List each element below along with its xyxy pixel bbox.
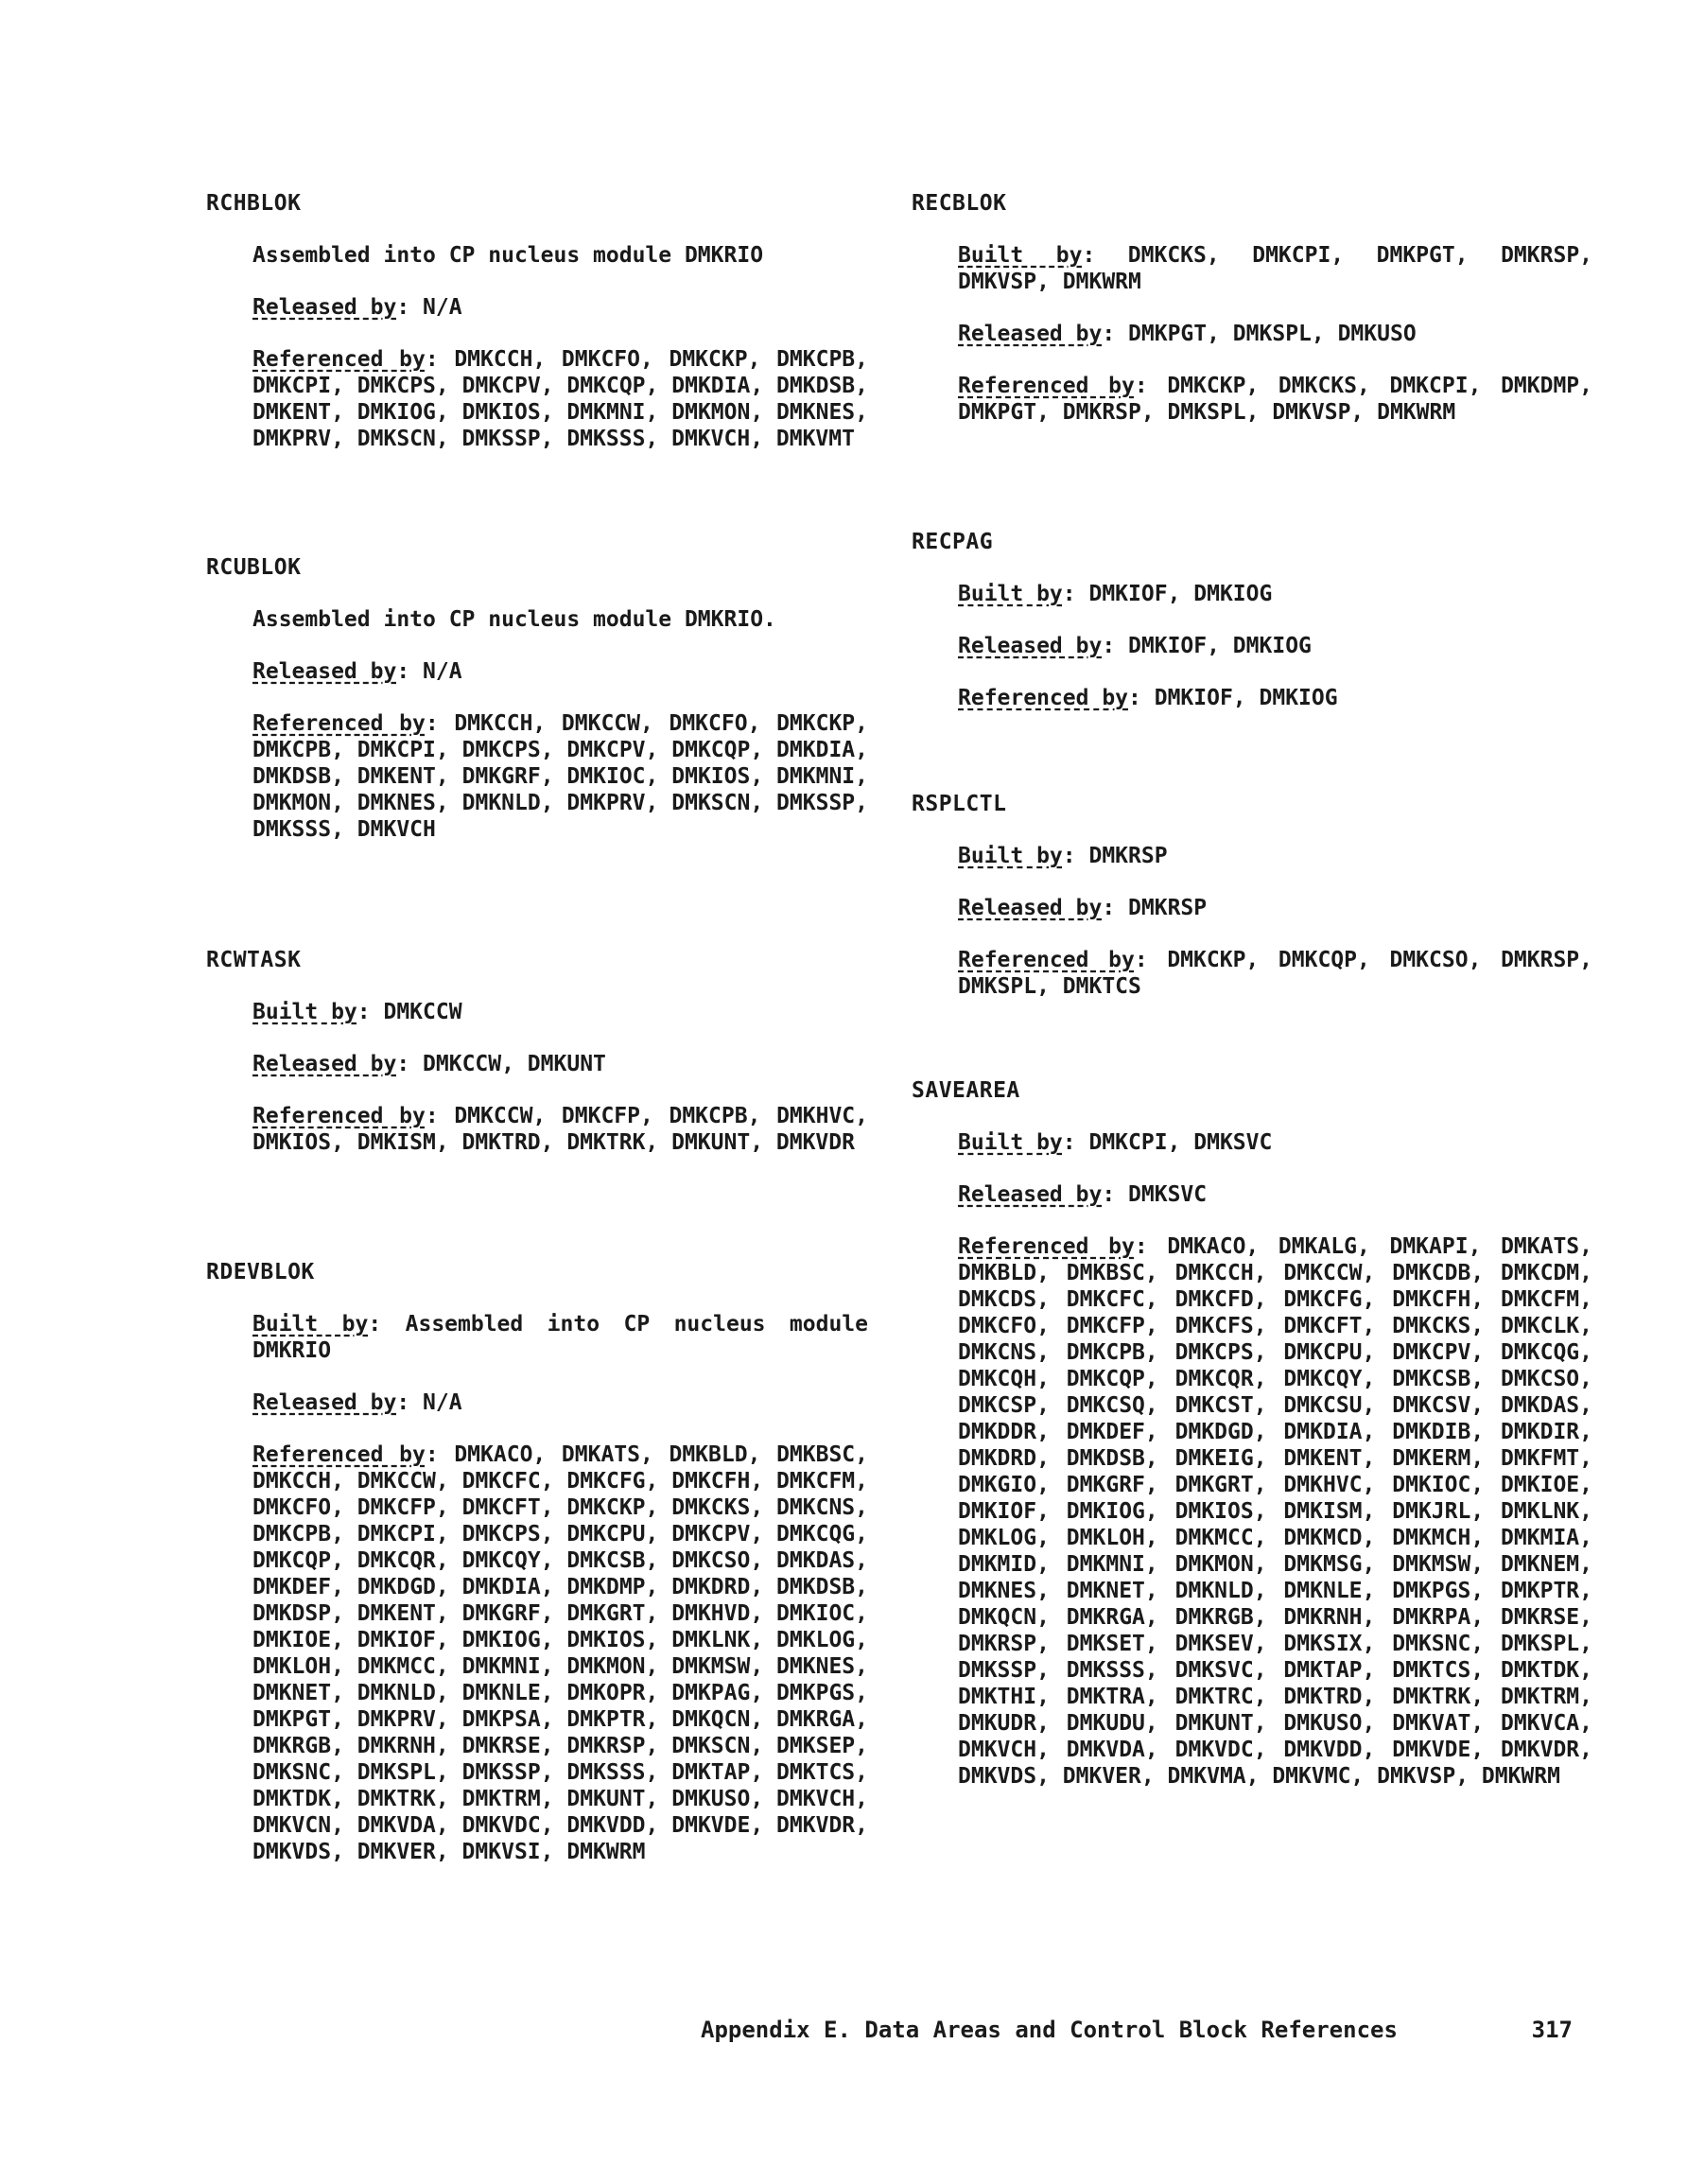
block-savearea: [912, 1077, 1592, 1790]
released-entry: Released by: DMKIOF, DMKIOG: [958, 634, 1312, 658]
released-entry: Released by: DMKRSP: [958, 896, 1208, 920]
released-label: Released by: [958, 896, 1103, 920]
referenced-label: Referenced by: [958, 1234, 1135, 1259]
released-value: N/A: [423, 1390, 462, 1415]
built-entry: Built by: DMKCKS, DMKCPI, DMKPGT, DMKRSP, DMKVSP, DMKWRM: [958, 243, 1593, 294]
released-label: Released by: [958, 1182, 1103, 1207]
referenced-label: Referenced by: [252, 711, 426, 736]
released-label: Released by: [252, 659, 397, 684]
built-value: DMKRSP: [1088, 844, 1168, 868]
referenced-entry: Referenced by: DMKACO, DMKALG, DMKAPI, DMKATS, DMKBLD, DMKBSC, DMKCCH, DMKCCW, DMKCDB, DMKCDM, DMKCDS, DMKCFC, DMKCFD, DMKCFG, DMKCFH, DMKCFM, DMKCFO, DMKCFP, DMKCFS, DMKCFT, DMKCKS, DMKCLK, DMKCNS, DMKCPB, DMKCPS, DMKCPU, DMKCPV, DMKCQG, DMKCQH, DMKCQP, DMKCQR, DMKCQY, DMKCSB, DMKCSO, DMKCSP, DMKCSQ, DMKCST, DMKCSU, DMKCSV, DMKDAS, DMKDDR, DMKDEF, DMKDGD, DMKDIA, DMKDIB, DMKDIR, DMKDRD, DMKDSB, DMKEIG, DMKENT, DMKERM, DMKFMT, DMKGIO, DMKGRF, DMKGRT, DMKHVC, DMKIOC, DMKIOE, DMKIOF, DMKIOG, DMKIOS, DMKISM, DMKJRL, DMKLNK, DMKLOG, DMKLOH, DMKMCC, DMKMCD, DMKMCH, DMKMIA, DMKMID, DMKMNI, DMKMON, DMKMSG, DMKMSW, DMKNEM, DMKNES, DMKNET, DMKNLD, DMKNLE, DMKPGS, DMKPTR, DMKQCN, DMKRGA, DMKRGB, DMKRNH, DMKRPA, DMKRSE, DMKRSP, DMKSET, DMKSEV, DMKSIX, DMKSNC, DMKSPL, DMKSSP, DMKSSS, DMKSVC, DMKTAP, DMKTCS, DMKTDK, DMKTHI, DMKTRA, DMKTRC, DMKTRD, DMKTRK, DMKTRM, DMKUDR, DMKUDU, DMKUNT, DMKUSO, DMKVAT, DMKVCA, DMKVCH, DMKVDA, DMKVDC, DMKVDD, DMKVDE, DMKVDR, DMKVDS, DMKVER, DMKVMA, DMKVMC, DMKVSP, DMKWRM: [958, 1234, 1592, 1789]
released-label: Released by: [252, 295, 397, 320]
page-number: 317: [1531, 2017, 1573, 2043]
released-value: DMKSVC: [1128, 1182, 1208, 1207]
referenced-value: DMKIOF, DMKIOG: [1154, 686, 1338, 710]
block-rcwtask: [206, 947, 868, 1156]
referenced-entry: Referenced by: DMKCKP, DMKCQP, DMKCSO, DMKRSP, DMKSPL, DMKTCS: [958, 948, 1592, 999]
released-value: DMKCCW, DMKUNT: [423, 1052, 606, 1076]
block-rcublok: [206, 554, 868, 843]
referenced-entry: Referenced by: DMKCCW, DMKCFP, DMKCPB, DMKHVC, DMKIOS, DMKISM, DMKTRD, DMKTRK, DMKUNT, DMKVDR: [252, 1104, 868, 1155]
referenced-value: DMKCCH, DMKCCW, DMKCFO, DMKCKP, DMKCPB, DMKCPI, DMKCPS, DMKCPV, DMKCQP, DMKDIA, DMKDSB, DMKENT, DMKGRF, DMKIOC, DMKIOS, DMKMNI, DMKMON, DMKNES, DMKNLD, DMKPRV, DMKSCN, DMKSSP, DMKSSS, DMKVCH: [252, 711, 868, 842]
referenced-entry: Referenced by: DMKCCH, DMKCCW, DMKCFO, DMKCKP, DMKCPB, DMKCPI, DMKCPS, DMKCPV, DMKCQP, DMKDIA, DMKDSB, DMKENT, DMKGRF, DMKIOC, DMKIOS, DMKMNI, DMKMON, DMKNES, DMKNLD, DMKPRV, DMKSCN, DMKSSP, DMKSSS, DMKVCH: [252, 711, 868, 842]
built-entry: Built by: DMKCPI, DMKSVC: [958, 1130, 1273, 1155]
released-label: Released by: [958, 322, 1103, 346]
referenced-entry: Referenced by: DMKACO, DMKATS, DMKBLD, DMKBSC, DMKCCH, DMKCCW, DMKCFC, DMKCFG, DMKCFH, DMKCFM, DMKCFO, DMKCFP, DMKCFT, DMKCKP, DMKCKS, DMKCNS, DMKCPB, DMKCPI, DMKCPS, DMKCPU, DMKCPV, DMKCQG, DMKCQP, DMKCQR, DMKCQY, DMKCSB, DMKCSO, DMKDAS, DMKDEF, DMKDGD, DMKDIA, DMKDMP, DMKDRD, DMKDSB, DMKDSP, DMKENT, DMKGRF, DMKGRT, DMKHVD, DMKIOC, DMKIOE, DMKIOF, DMKIOG, DMKIOS, DMKLNK, DMKLOG, DMKLOH, DMKMCC, DMKMNI, DMKMON, DMKMSW, DMKNES, DMKNET, DMKNLD, DMKNLE, DMKOPR, DMKPAG, DMKPGS, DMKPGT, DMKPRV, DMKPSA, DMKPTR, DMKQCN, DMKRGA, DMKRGB, DMKRNH, DMKRSE, DMKRSP, DMKSCN, DMKSEP, DMKSNC, DMKSPL, DMKSSP, DMKSSS, DMKTAP, DMKTCS, DMKTDK, DMKTRK, DMKTRM, DMKUNT, DMKUSO, DMKVCH, DMKVCN, DMKVDA, DMKVDC, DMKVDD, DMKVDE, DMKVDR, DMKVDS, DMKVER, DMKVSI, DMKWRM: [252, 1442, 868, 1864]
released-entry: Released by: N/A: [252, 1390, 462, 1415]
released-value: DMKPGT, DMKSPL, DMKUSO: [1128, 322, 1417, 346]
built-entry: Built by: DMKIOF, DMKIOG: [958, 582, 1273, 606]
referenced-value: DMKACO, DMKALG, DMKAPI, DMKATS, DMKBLD, DMKBSC, DMKCCH, DMKCCW, DMKCDB, DMKCDM, DMKCDS, DMKCFC, DMKCFD, DMKCFG, DMKCFH, DMKCFM, DMKCFO, DMKCFP, DMKCFS, DMKCFT, DMKCKS, DMKCLK, DMKCNS, DMKCPB, DMKCPS, DMKCPU, DMKCPV, DMKCQG, DMKCQH, DMKCQP, DMKCQR, DMKCQY, DMKCSB, DMKCSO, DMKCSP, DMKCSQ, DMKCST, DMKCSU, DMKCSV, DMKDAS, DMKDDR, DMKDEF, DMKDGD, DMKDIA, DMKDIB, DMKDIR, DMKDRD, DMKDSB, DMKEIG, DMKENT, DMKERM, DMKFMT, DMKGIO, DMKGRF, DMKGRT, DMKHVC, DMKIOC, DMKIOE, DMKIOF, DMKIOG, DMKIOS, DMKISM, DMKJRL, DMKLNK, DMKLOG, DMKLOH, DMKMCC, DMKMCD, DMKMCH, DMKMIA, DMKMID, DMKMNI, DMKMON, DMKMSG, DMKMSW, DMKNEM, DMKNES, DMKNET, DMKNLD, DMKNLE, DMKPGS, DMKPTR, DMKQCN, DMKRGA, DMKRGB, DMKRNH, DMKRPA, DMKRSE, DMKRSP, DMKSET, DMKSEV, DMKSIX, DMKSNC, DMKSPL, DMKSSP, DMKSSS, DMKSVC, DMKTAP, DMKTCS, DMKTDK, DMKTHI, DMKTRA, DMKTRC, DMKTRD, DMKTRK, DMKTRM, DMKUDR, DMKUDU, DMKUNT, DMKUSO, DMKVAT, DMKVCA, DMKVCH, DMKVDA, DMKVDC, DMKVDD, DMKVDE, DMKVDR, DMKVDS, DMKVER, DMKVMA, DMKVMC, DMKVSP, DMKWRM: [958, 1234, 1592, 1789]
built-value: DMKIOF, DMKIOG: [1088, 582, 1273, 606]
released-entry: Released by: N/A: [252, 295, 462, 320]
block-title: RECBLOK: [912, 191, 1007, 216]
built-label: Built by: [958, 582, 1063, 606]
released-label: Released by: [958, 634, 1103, 658]
referenced-label: Referenced by: [958, 686, 1129, 710]
referenced-label: Referenced by: [958, 374, 1135, 398]
released-entry: Released by: N/A: [252, 659, 462, 684]
block-title: RCHBLOK: [206, 191, 302, 216]
referenced-value: DMKCKP, DMKCKS, DMKCPI, DMKDMP, DMKPGT, DMKRSP, DMKSPL, DMKVSP, DMKWRM: [958, 374, 1592, 425]
released-entry: Released by: DMKPGT, DMKSPL, DMKUSO: [958, 322, 1417, 346]
block-title: RSPLCTL: [912, 792, 1007, 816]
built-entry: Built by: DMKCCW: [252, 1000, 462, 1024]
referenced-value: DMKCCH, DMKCFO, DMKCKP, DMKCPB, DMKCPI, DMKCPS, DMKCPV, DMKCQP, DMKDIA, DMKDSB, DMKENT, DMKIOG, DMKIOS, DMKMNI, DMKMON, DMKNES, DMKPRV, DMKSCN, DMKSSP, DMKSSS, DMKVCH, DMKVMT: [252, 347, 868, 451]
block-title: RDEVBLOK: [206, 1260, 315, 1284]
released-value: DMKIOF, DMKIOG: [1128, 634, 1312, 658]
built-label: Built by: [958, 1130, 1063, 1155]
built-entry: Built by: Assembled into CP nucleus module DMKRIO: [252, 1312, 869, 1363]
referenced-label: Referenced by: [958, 948, 1135, 972]
block-rdevblok: [206, 1259, 868, 1865]
block-title: RECPAG: [912, 530, 994, 554]
released-value: N/A: [423, 659, 462, 684]
built-value: Assembled into CP nucleus module DMKRIO: [252, 1312, 869, 1363]
referenced-label: Referenced by: [252, 347, 426, 372]
built-value: DMKCPI, DMKSVC: [1088, 1130, 1273, 1155]
assembled-text: Assembled into CP nucleus module DMKRIO: [252, 243, 764, 268]
assembled-text: Assembled into CP nucleus module DMKRIO.: [252, 607, 776, 632]
released-value: N/A: [423, 295, 462, 320]
built-entry: Built by: DMKRSP: [958, 844, 1168, 868]
block-recpag: [912, 529, 1592, 711]
block-recblok: [912, 190, 1592, 426]
referenced-label: Referenced by: [252, 1442, 426, 1467]
built-value: DMKCKS, DMKCPI, DMKPGT, DMKRSP, DMKVSP, DMKWRM: [958, 243, 1593, 294]
released-label: Released by: [252, 1390, 397, 1415]
block-title: SAVEAREA: [912, 1078, 1020, 1103]
block-title: RCUBLOK: [206, 555, 302, 580]
released-entry: Released by: DMKSVC: [958, 1182, 1208, 1207]
referenced-entry: Referenced by: DMKCKP, DMKCKS, DMKCPI, DMKDMP, DMKPGT, DMKRSP, DMKSPL, DMKVSP, DMKWRM: [958, 374, 1592, 425]
referenced-entry: Referenced by: DMKIOF, DMKIOG: [958, 686, 1338, 710]
referenced-label: Referenced by: [252, 1104, 426, 1128]
block-title: RCWTASK: [206, 948, 302, 972]
referenced-value: DMKCCW, DMKCFP, DMKCPB, DMKHVC, DMKIOS, DMKISM, DMKTRD, DMKTRK, DMKUNT, DMKVDR: [252, 1104, 868, 1155]
built-label: Built by: [252, 1000, 357, 1024]
footer-title: Appendix E. Data Areas and Control Block References: [701, 2017, 1398, 2043]
built-value: DMKCCW: [383, 1000, 462, 1024]
released-entry: Released by: DMKCCW, DMKUNT: [252, 1052, 606, 1076]
block-rsplctl: [912, 791, 1592, 1000]
referenced-entry: Referenced by: DMKCCH, DMKCFO, DMKCKP, DMKCPB, DMKCPI, DMKCPS, DMKCPV, DMKCQP, DMKDIA, DMKDSB, DMKENT, DMKIOG, DMKIOS, DMKMNI, DMKMON, DMKNES, DMKPRV, DMKSCN, DMKSSP, DMKSSS, DMKVCH, DMKVMT: [252, 347, 868, 451]
referenced-value: DMKCKP, DMKCQP, DMKCSO, DMKRSP, DMKSPL, DMKTCS: [958, 948, 1592, 999]
released-value: DMKRSP: [1128, 896, 1208, 920]
released-label: Released by: [252, 1052, 397, 1076]
built-label: Built by: [958, 243, 1083, 268]
built-label: Built by: [252, 1312, 369, 1337]
referenced-value: DMKACO, DMKATS, DMKBLD, DMKBSC, DMKCCH, DMKCCW, DMKCFC, DMKCFG, DMKCFH, DMKCFM, DMKCFO, DMKCFP, DMKCFT, DMKCKP, DMKCKS, DMKCNS, DMKCPB, DMKCPI, DMKCPS, DMKCPU, DMKCPV, DMKCQG, DMKCQP, DMKCQR, DMKCQY, DMKCSB, DMKCSO, DMKDAS, DMKDEF, DMKDGD, DMKDIA, DMKDMP, DMKDRD, DMKDSB, DMKDSP, DMKENT, DMKGRF, DMKGRT, DMKHVD, DMKIOC, DMKIOE, DMKIOF, DMKIOG, DMKIOS, DMKLNK, DMKLOG, DMKLOH, DMKMCC, DMKMNI, DMKMON, DMKMSW, DMKNES, DMKNET, DMKNLD, DMKNLE, DMKOPR, DMKPAG, DMKPGS, DMKPGT, DMKPRV, DMKPSA, DMKPTR, DMKQCN, DMKRGA, DMKRGB, DMKRNH, DMKRSE, DMKRSP, DMKSCN, DMKSEP, DMKSNC, DMKSPL, DMKSSP, DMKSSS, DMKTAP, DMKTCS, DMKTDK, DMKTRK, DMKTRM, DMKUNT, DMKUSO, DMKVCH, DMKVCN, DMKVDA, DMKVDC, DMKVDD, DMKVDE, DMKVDR, DMKVDS, DMKVER, DMKVSI, DMKWRM: [252, 1442, 868, 1864]
built-label: Built by: [958, 844, 1063, 868]
block-rchblok: [206, 190, 868, 452]
